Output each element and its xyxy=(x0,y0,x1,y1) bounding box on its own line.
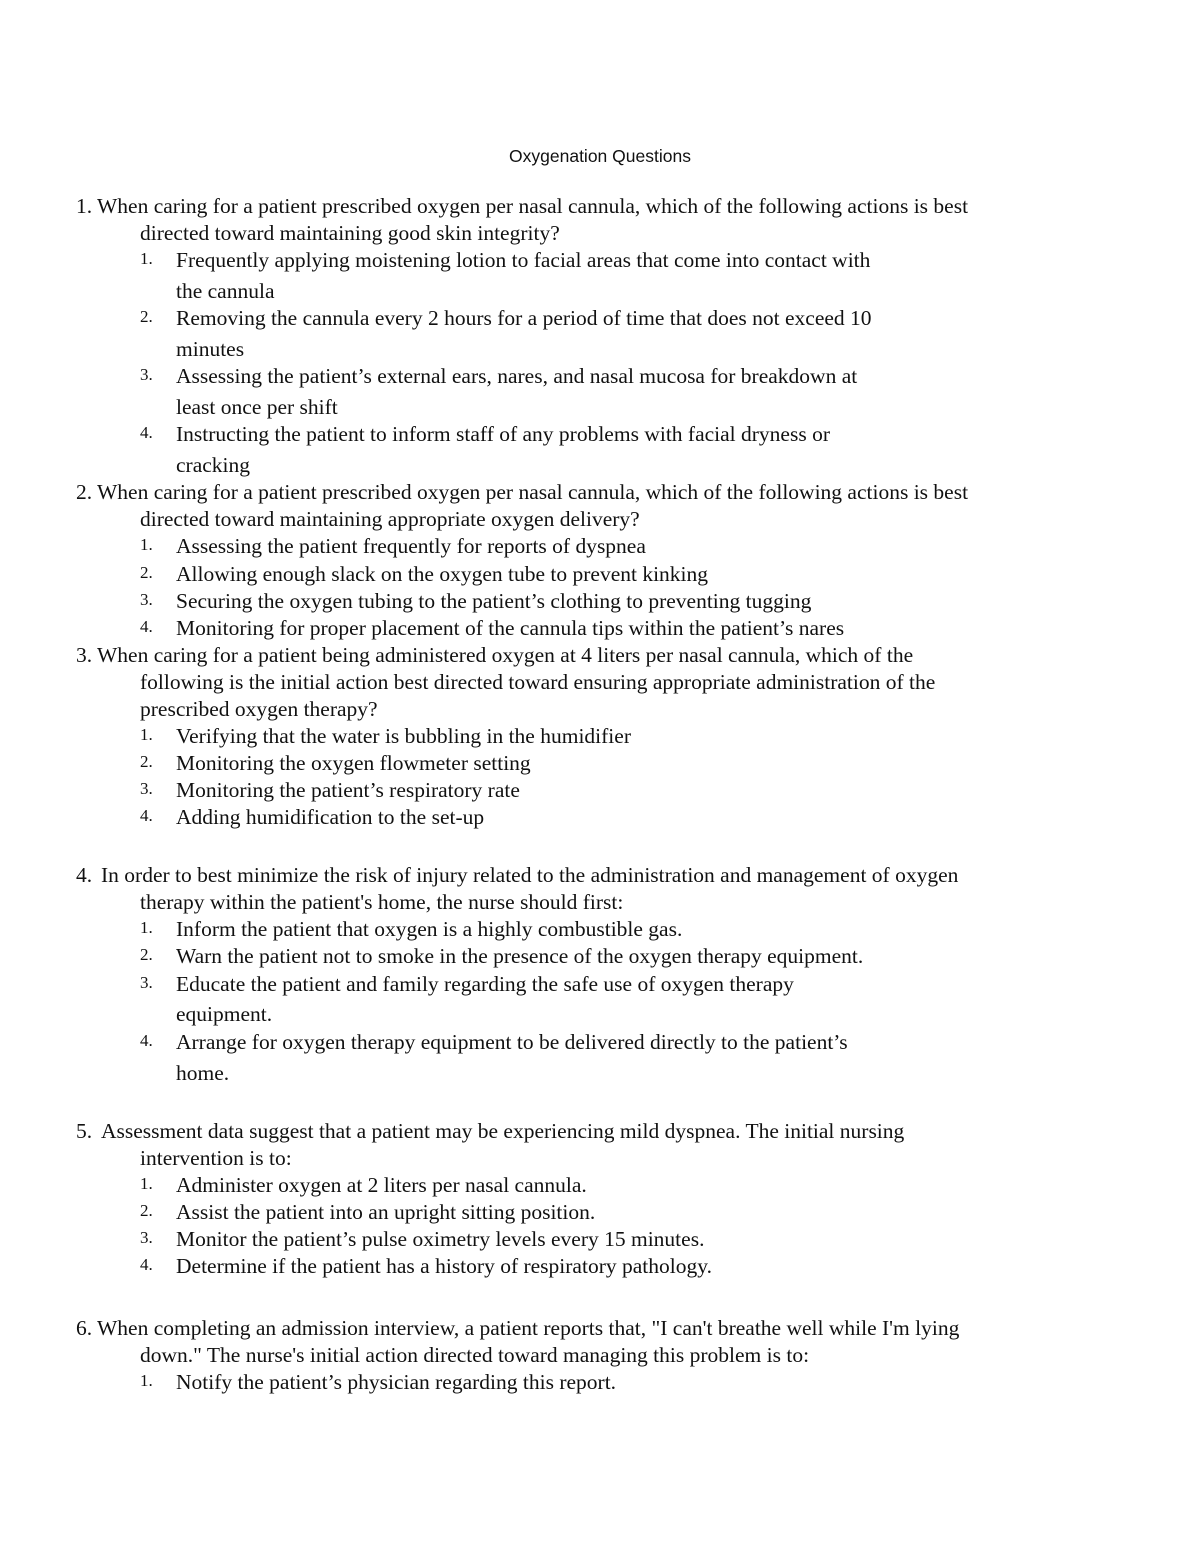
question-text: Assessment data suggest that a patient may be experiencing mild dyspnea. The initial nursing xyxy=(101,1119,905,1143)
option-text: Warn the patient not to smoke in the presence of the oxygen therapy equipment. xyxy=(176,944,864,968)
question-text: following is the initial action best directed toward ensuring appropriate administration of the xyxy=(140,670,936,694)
option-number: 4. xyxy=(140,806,153,825)
option-number: 2. xyxy=(140,945,153,964)
question-text: prescribed oxygen therapy? xyxy=(140,697,378,721)
question-text: When caring for a patient prescribed oxygen per nasal cannula, which of the following actions is best xyxy=(97,194,969,218)
page-title: Oxygenation Questions xyxy=(509,146,691,166)
option-number: 1. xyxy=(140,249,153,268)
option-number: 4. xyxy=(140,1031,153,1050)
option-number: 3. xyxy=(140,590,153,609)
question-number: 4. xyxy=(76,863,93,887)
option-number: 4. xyxy=(140,617,153,636)
option-text: Educate the patient and family regarding the safe use of oxygen therapy xyxy=(176,972,794,996)
option-text: Assessing the patient’s external ears, nares, and nasal mucosa for breakdown at xyxy=(176,364,858,388)
option-text: Notify the patient’s physician regarding this report. xyxy=(176,1370,617,1394)
option-number: 1. xyxy=(140,1371,153,1390)
question-number: 1. xyxy=(76,194,93,218)
option-number: 3. xyxy=(140,973,153,992)
option-text: Monitoring the oxygen flowmeter setting xyxy=(176,751,531,775)
option-number: 4. xyxy=(140,1255,153,1274)
option-number: 2. xyxy=(140,752,153,771)
option-number: 1. xyxy=(140,1174,153,1193)
option-number: 1. xyxy=(140,918,153,937)
option-text: Frequently applying moistening lotion to facial areas that come into contact with xyxy=(176,248,871,272)
option-text: Monitor the patient’s pulse oximetry levels every 15 minutes. xyxy=(176,1227,705,1251)
question-text: intervention is to: xyxy=(140,1146,292,1170)
option-text: Determine if the patient has a history of respiratory pathology. xyxy=(176,1254,712,1278)
option-text: Verifying that the water is bubbling in the humidifier xyxy=(176,724,631,748)
option-number: 2. xyxy=(140,563,153,582)
option-text: equipment. xyxy=(176,1002,273,1026)
option-text: Monitoring the patient’s respiratory rate xyxy=(176,778,520,802)
option-text: Administer oxygen at 2 liters per nasal cannula. xyxy=(176,1173,587,1197)
option-number: 1. xyxy=(140,725,153,744)
option-text: Securing the oxygen tubing to the patient’s clothing to preventing tugging xyxy=(176,589,812,613)
option-text: Assessing the patient frequently for reports of dyspnea xyxy=(176,534,646,558)
question-text: directed toward maintaining good skin integrity? xyxy=(140,221,560,245)
option-text: the cannula xyxy=(176,279,275,303)
question-text: In order to best minimize the risk of injury related to the administration and management of oxygen xyxy=(101,863,959,887)
option-text: Inform the patient that oxygen is a highly combustible gas. xyxy=(176,917,683,941)
option-text: minutes xyxy=(176,337,245,361)
option-text: Allowing enough slack on the oxygen tube to prevent kinking xyxy=(176,562,709,586)
option-text: least once per shift xyxy=(176,395,338,419)
option-number: 1. xyxy=(140,535,153,554)
question-text: down." The nurse's initial action directed toward managing this problem is to: xyxy=(140,1343,810,1367)
question-text: directed toward maintaining appropriate oxygen delivery? xyxy=(140,507,640,531)
option-text: Removing the cannula every 2 hours for a period of time that does not exceed 10 xyxy=(176,306,872,330)
question-number: 6. xyxy=(76,1316,93,1340)
option-number: 2. xyxy=(140,307,153,326)
question-text: When completing an admission interview, a patient reports that, "I can't breathe well while I'm lying xyxy=(97,1316,960,1340)
option-number: 3. xyxy=(140,779,153,798)
option-text: Monitoring for proper placement of the cannula tips within the patient’s nares xyxy=(176,616,845,640)
option-number: 2. xyxy=(140,1201,153,1220)
question-text: When caring for a patient being administered oxygen at 4 liters per nasal cannula, which of the xyxy=(97,643,914,667)
question-number: 5. xyxy=(76,1119,93,1143)
question-number: 3. xyxy=(76,643,93,667)
question-text: therapy within the patient's home, the nurse should first: xyxy=(140,890,624,914)
question-number: 2. xyxy=(76,480,93,504)
option-number: 3. xyxy=(140,1228,153,1247)
option-text: Adding humidification to the set-up xyxy=(176,805,485,829)
option-text: home. xyxy=(176,1061,230,1085)
option-text: Assist the patient into an upright sitting position. xyxy=(176,1200,596,1224)
option-text: Arrange for oxygen therapy equipment to be delivered directly to the patient’s xyxy=(176,1030,848,1054)
option-number: 3. xyxy=(140,365,153,384)
option-text: Instructing the patient to inform staff of any problems with facial dryness or xyxy=(176,422,830,446)
option-number: 4. xyxy=(140,423,153,442)
option-text: cracking xyxy=(176,453,251,477)
question-text: When caring for a patient prescribed oxygen per nasal cannula, which of the following actions is best xyxy=(97,480,969,504)
